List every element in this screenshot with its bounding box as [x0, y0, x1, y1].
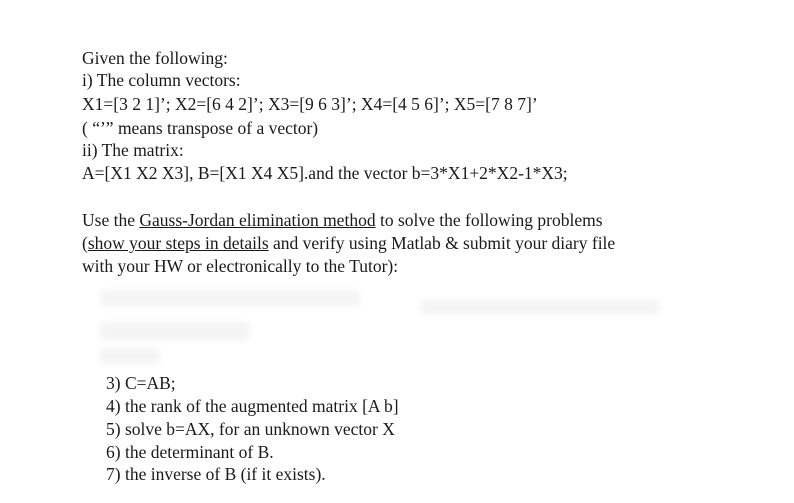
matrix-definitions: A=[X1 X2 X3], B=[X1 X4 X5].and the vector b=3*X1+2*X2-1*X3;	[82, 163, 568, 183]
instruction-line-2	[82, 232, 615, 254]
faded-region	[100, 322, 250, 340]
instruction-line-1	[82, 209, 603, 231]
problem-item: 5) solve b=AX, for an unknown vector X	[106, 419, 395, 439]
problem-item: 4) the rank of the augmented matrix [A b]	[106, 396, 399, 416]
instruction-line-2-pre: (	[82, 233, 88, 253]
problem-item: 3) C=AB;	[106, 373, 176, 393]
column-vectors-label: i) The column vectors:	[82, 70, 241, 90]
column-vectors-definition: X1=[3 2 1]’; X2=[6 4 2]’; X3=[9 6 3]’; X4=[4 5 6]’; X5=[7 8 7]’	[82, 94, 538, 114]
faded-region	[100, 348, 160, 364]
faded-region	[100, 290, 360, 306]
given-heading: Given the following:	[82, 48, 228, 68]
faded-region	[420, 300, 660, 314]
instruction-line-1-pre: Use the	[82, 210, 140, 230]
method-underlined-text: Gauss-Jordan elimination method	[139, 210, 376, 230]
matrix-label: ii) The matrix:	[82, 140, 184, 160]
instruction-line-2-post: and verify using Matlab & submit your diary file	[268, 233, 616, 253]
instruction-line-3: with your HW or electronically to the Tutor):	[82, 256, 399, 276]
steps-underlined-text: show your steps in details	[87, 233, 269, 253]
instruction-line-1-post: to solve the following problems	[375, 210, 603, 230]
problem-item: 6) the determinant of B.	[106, 442, 274, 462]
transpose-note: ( “’” means transpose of a vector)	[82, 118, 319, 138]
problem-item: 7) the inverse of B (if it exists).	[106, 464, 326, 484]
